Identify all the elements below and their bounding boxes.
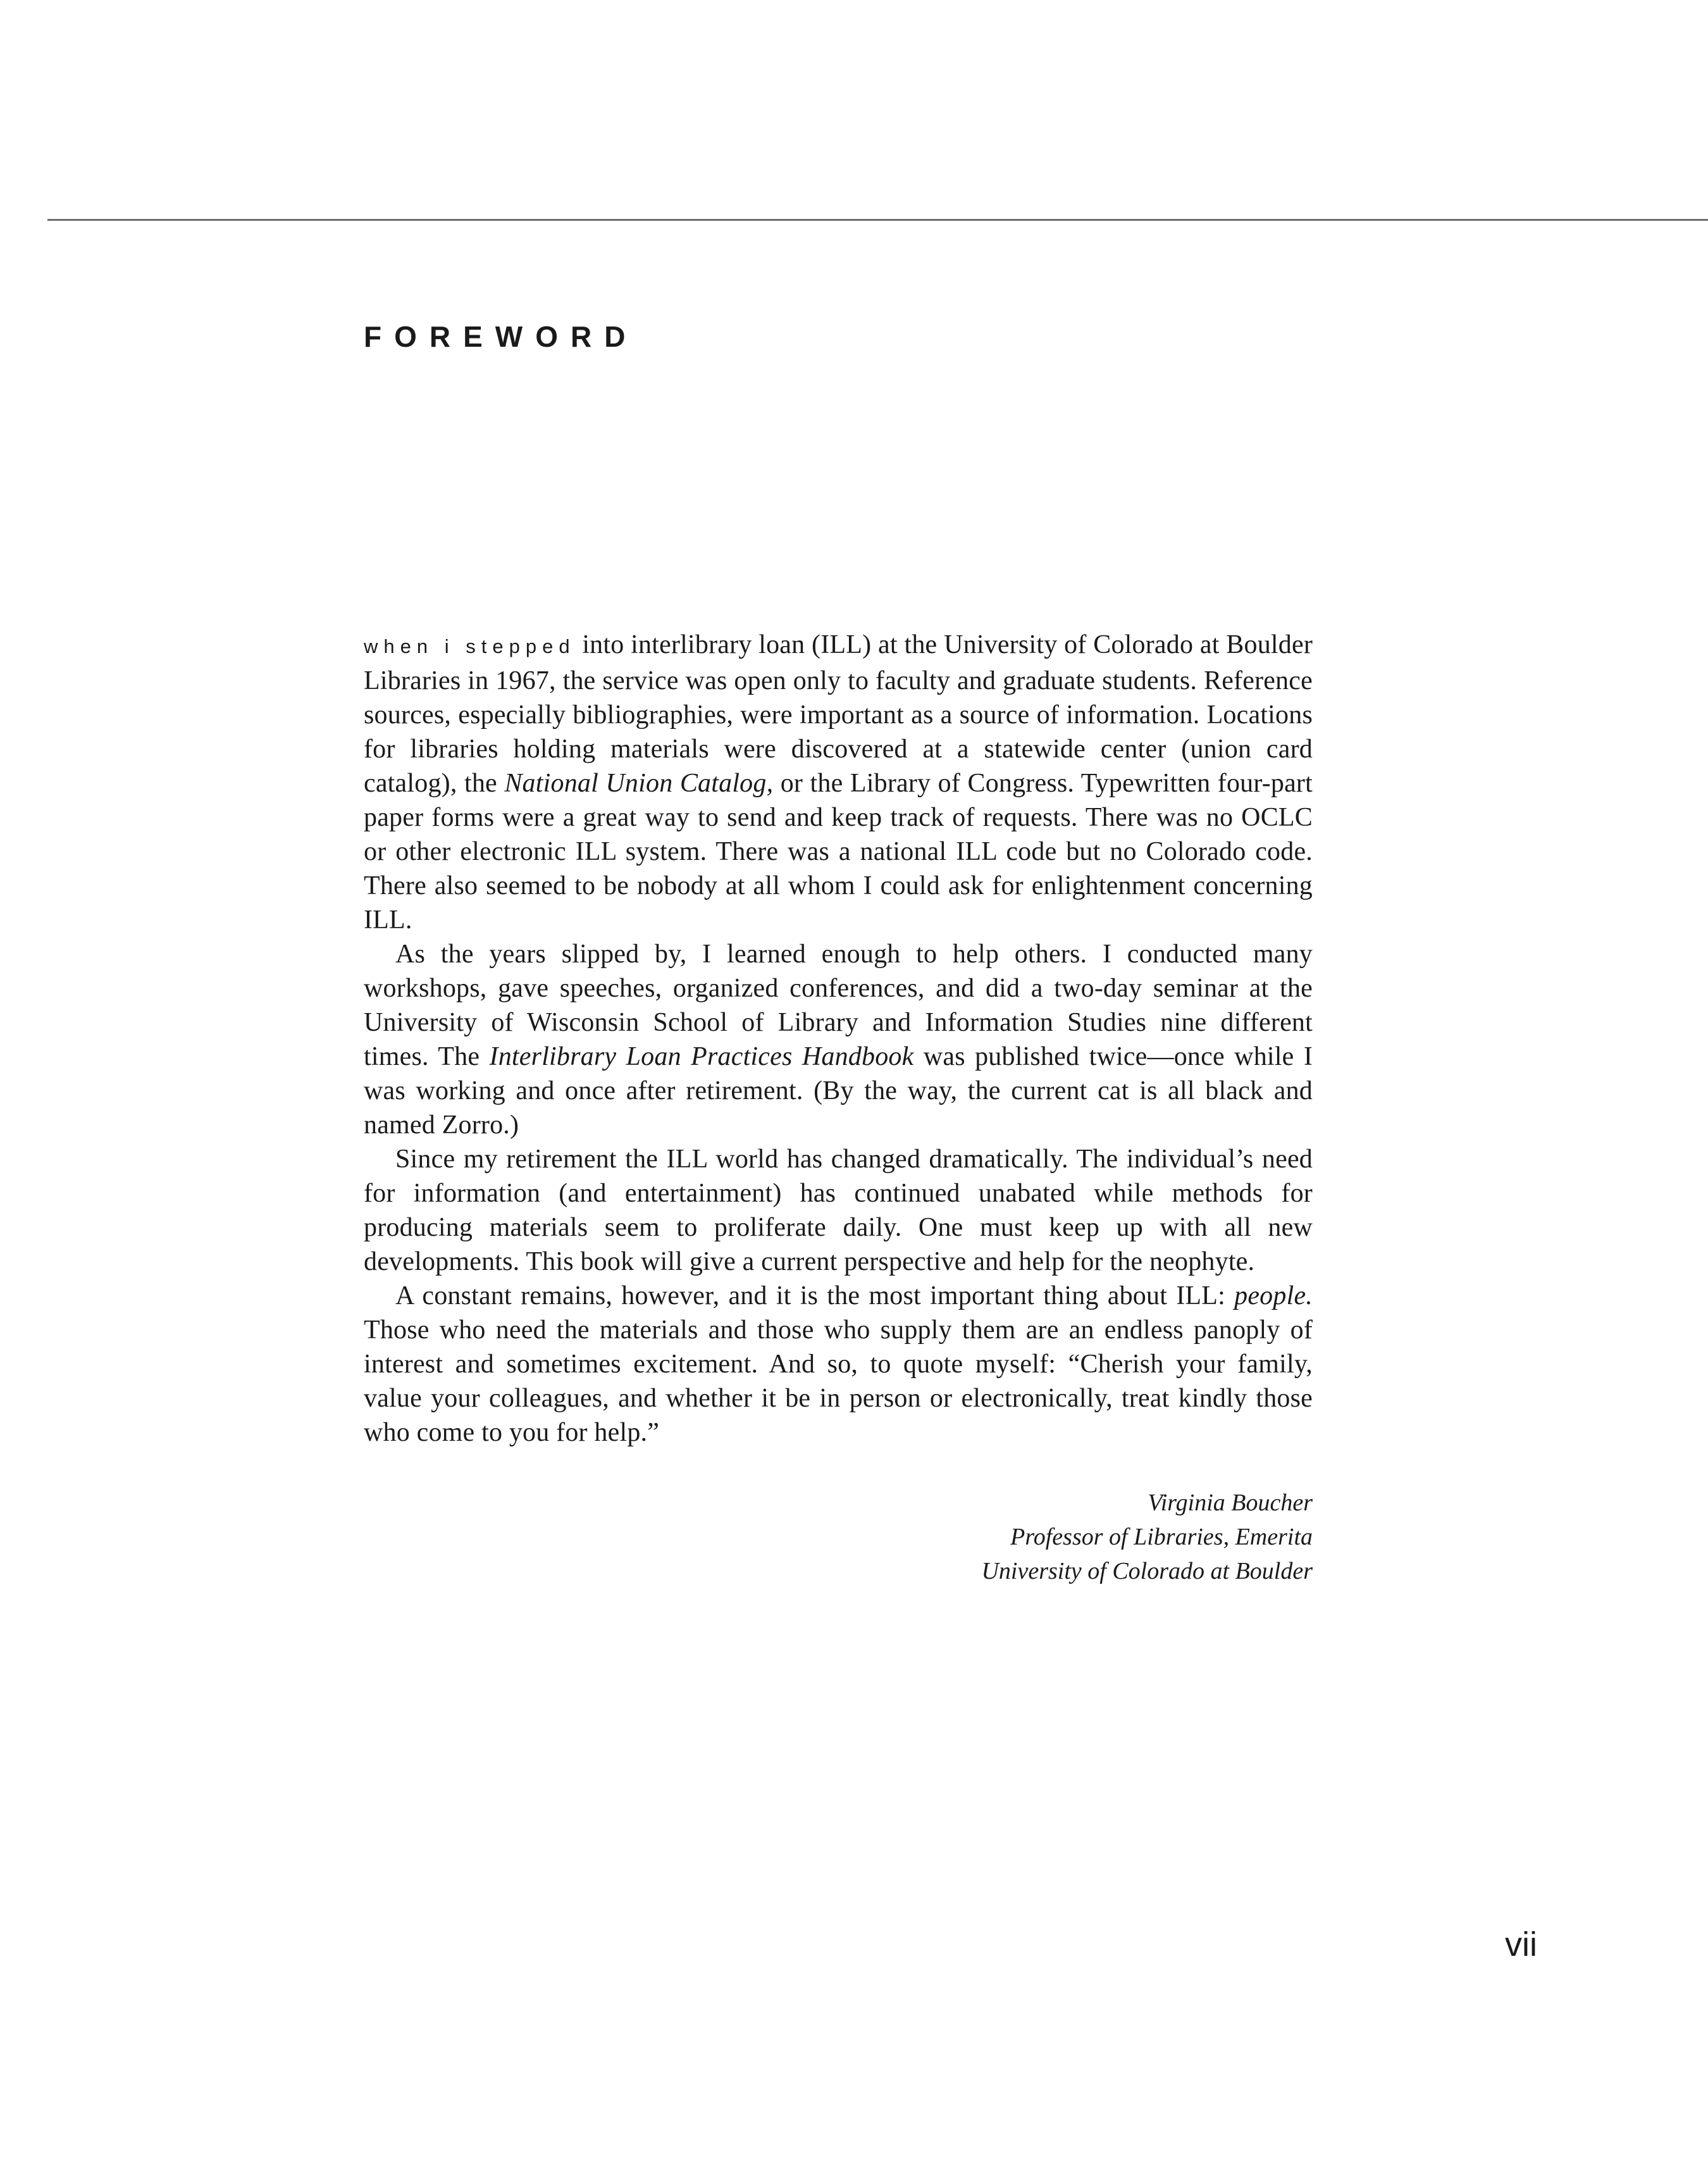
- paragraph-1-text-a: into interlibrary loan (ILL) at the University of Colorado at Boulder Libraries in 1967, the service was open only to faculty and graduate students. Reference sources, especially bibliographies, were important as a source of information. Locations for libraries holding materials were discovered at a statewide center (union card catalog), the: [364, 630, 1313, 798]
- page-number: vii: [1505, 1925, 1537, 1963]
- paragraph-2: [364, 937, 1313, 1142]
- page-title: FOREWORD: [364, 320, 638, 353]
- signature-institution: University of Colorado at Boulder: [981, 1558, 1313, 1584]
- paragraph-2-text-b: was published twice—once while I was working and once after retirement. (By the way, the current cat is all black and named Zorro.): [364, 1042, 1313, 1140]
- paragraph-4: [364, 1279, 1313, 1450]
- signature-block: [364, 1486, 1313, 1588]
- paragraph-1-italic: National Union Catalog,: [504, 769, 774, 798]
- paragraph-4-text-a: A constant remains, however, and it is the most important thing about ILL:: [395, 1281, 1235, 1310]
- paragraph-2-italic: Interlibrary Loan Practices Handbook: [489, 1042, 914, 1071]
- paragraph-3-text: Since my retirement the ILL world has changed dramatically. The individual’s need for information (and entertainment) has continued unabated while methods for producing materials seem to proliferate daily. One must keep up with all new developments. This book will give a current perspective and help for the neophyte.: [364, 1145, 1313, 1276]
- paragraph-3: [364, 1142, 1313, 1279]
- foreword-body: [364, 628, 1313, 1450]
- paragraph-1: [364, 628, 1313, 937]
- paragraph-1-text-b: or the Library of Congress. Typewritten four-part paper forms were a great way to send and keep track of requests. There was no OCLC or other electronic ILL system. There was a national ILL code but no Colorado code. There also seemed to be nobody at all whom I could ask for enlightenment concerning ILL.: [364, 769, 1313, 935]
- paragraph-2-text-a: As the years slipped by, I learned enough to help others. I conducted many workshops, gave speeches, organized conferences, and did a two-day seminar at the University of Wisconsin School of Library and Information Studies nine different times. The: [364, 940, 1313, 1071]
- header-rule: [47, 219, 1708, 221]
- paragraph-lead-smallcaps: when i stepped: [364, 635, 576, 657]
- paragraph-4-text-b: Those who need the materials and those who supply them are an endless panoply of interest and sometimes excitement. And so, to quote myself: “Cherish your family, value your colleagues, and whether it be in person or electronically, treat kindly those who come to you for help.”: [364, 1315, 1313, 1447]
- signature-title: Professor of Libraries, Emerita: [1010, 1524, 1313, 1550]
- signature-name: Virginia Boucher: [1148, 1490, 1313, 1516]
- paragraph-4-italic: people.: [1234, 1281, 1313, 1310]
